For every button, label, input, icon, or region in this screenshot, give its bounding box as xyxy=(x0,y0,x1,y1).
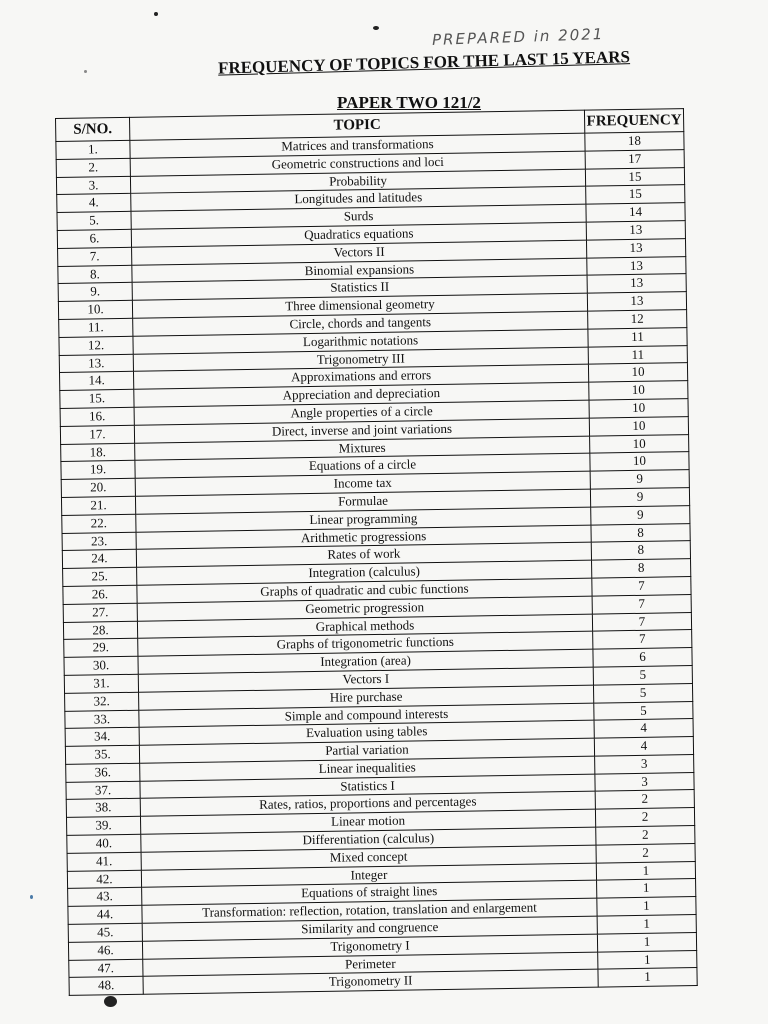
topic-cell: Arithmetic progressions xyxy=(136,525,591,550)
row-number: 27. xyxy=(63,603,137,622)
row-number: 40. xyxy=(67,834,141,853)
topic-cell: Differentiation (calculus) xyxy=(141,827,596,852)
topic-cell: Trigonometry I xyxy=(142,934,597,959)
topic-cell: Linear motion xyxy=(140,809,595,834)
frequency-cell: 10 xyxy=(588,363,687,382)
topic-cell: Mixtures xyxy=(135,436,590,461)
row-number: 33. xyxy=(65,710,139,729)
frequency-cell: 2 xyxy=(595,808,694,827)
topic-cell: Income tax xyxy=(135,471,590,496)
topic-cell: Surds xyxy=(131,204,586,229)
row-number: 2. xyxy=(56,158,130,177)
frequency-cell: 1 xyxy=(597,897,696,916)
frequency-cell: 2 xyxy=(595,790,694,809)
topic-cell: Mixed concept xyxy=(141,845,596,870)
row-number: 9. xyxy=(58,283,132,302)
row-number: 26. xyxy=(63,585,137,604)
row-number: 4. xyxy=(57,194,131,213)
frequency-cell: 11 xyxy=(588,327,687,346)
row-number: 17. xyxy=(60,425,134,444)
frequency-cell: 15 xyxy=(586,185,685,204)
row-number: 16. xyxy=(60,407,134,426)
topic-cell: Longitudes and latitudes xyxy=(131,187,586,212)
topic-cell: Three dimensional geometry xyxy=(132,293,587,318)
row-number: 25. xyxy=(63,567,137,586)
frequency-cell: 12 xyxy=(588,310,687,329)
row-number: 37. xyxy=(66,781,140,800)
row-number: 10. xyxy=(58,300,132,319)
frequency-cell: 1 xyxy=(597,932,696,951)
ink-speck xyxy=(30,895,33,899)
ink-blot xyxy=(104,996,117,1007)
topic-cell: Logarithmic notations xyxy=(133,329,588,354)
frequency-cell: 5 xyxy=(593,683,692,702)
frequency-cell: 9 xyxy=(590,488,689,507)
frequency-cell: 7 xyxy=(592,594,691,613)
topic-cell: Probability xyxy=(130,169,585,194)
topic-cell: Equations of a circle xyxy=(135,453,590,478)
topic-cell: Statistics I xyxy=(140,774,595,799)
row-number: 19. xyxy=(61,461,135,480)
row-number: 14. xyxy=(60,372,134,391)
topic-cell: Graphs of trigonometric functions xyxy=(138,631,593,656)
topic-cell: Perimeter xyxy=(143,952,598,977)
topic-cell: Transformation: reflection, rotation, translation and enlargement xyxy=(142,898,597,923)
frequency-cell: 10 xyxy=(590,434,689,453)
row-number: 5. xyxy=(57,212,131,231)
topic-cell: Direct, inverse and joint variations xyxy=(134,418,589,443)
topic-cell: Hire purchase xyxy=(139,685,594,710)
frequency-cell: 3 xyxy=(595,772,694,791)
row-number: 41. xyxy=(67,852,141,871)
topic-cell: Quadratics equations xyxy=(131,222,586,247)
table-body xyxy=(56,132,697,996)
frequency-cell: 1 xyxy=(598,968,697,987)
row-number: 46. xyxy=(68,941,142,960)
topic-cell: Simple and compound interests xyxy=(139,703,594,728)
frequency-cell: 13 xyxy=(587,256,686,275)
column-header-frequency: FREQUENCY xyxy=(584,109,683,134)
row-number: 20. xyxy=(61,478,135,497)
row-number: 32. xyxy=(65,692,139,711)
row-number: 21. xyxy=(61,496,135,515)
topic-cell: Equations of straight lines xyxy=(142,881,597,906)
topic-cell: Circle, chords and tangents xyxy=(133,311,588,336)
topic-cell: Trigonometry III xyxy=(133,347,588,372)
topic-cell: Linear programming xyxy=(136,507,591,532)
row-number: 1. xyxy=(56,140,130,159)
row-number: 28. xyxy=(63,621,137,640)
frequency-cell: 13 xyxy=(586,221,685,240)
frequency-cell: 2 xyxy=(596,826,695,845)
frequency-cell: 10 xyxy=(589,399,688,418)
topic-cell: Integer xyxy=(141,863,596,888)
ink-speck xyxy=(373,26,379,30)
topic-cell: Vectors I xyxy=(138,667,593,692)
frequency-cell: 11 xyxy=(588,345,687,364)
ink-speck xyxy=(154,12,158,16)
topic-cell: Statistics II xyxy=(132,276,587,301)
topic-cell: Graphical methods xyxy=(137,614,592,639)
column-header-topic: TOPIC xyxy=(129,110,584,140)
frequency-cell: 8 xyxy=(592,559,691,578)
topic-cell: Integration (area) xyxy=(138,649,593,674)
topic-cell: Trigonometry II xyxy=(143,970,598,995)
row-number: 13. xyxy=(59,354,133,373)
frequency-cell: 13 xyxy=(587,292,686,311)
row-number: 35. xyxy=(65,745,139,764)
row-number: 42. xyxy=(67,870,141,889)
row-number: 36. xyxy=(66,763,140,782)
frequency-cell: 2 xyxy=(596,843,695,862)
topic-cell: Vectors II xyxy=(132,240,587,265)
frequency-cell: 7 xyxy=(592,612,691,631)
topic-cell: Linear inequalities xyxy=(140,756,595,781)
row-number: 43. xyxy=(68,888,142,907)
frequency-cell: 14 xyxy=(586,203,685,222)
topic-cell: Binomial expansions xyxy=(132,258,587,283)
frequency-cell: 8 xyxy=(591,523,690,542)
row-number: 3. xyxy=(56,176,130,195)
frequency-cell: 6 xyxy=(593,648,692,667)
topic-cell: Matrices and transformations xyxy=(130,133,585,158)
row-number: 7. xyxy=(58,247,132,266)
frequency-cell: 15 xyxy=(585,167,684,186)
frequency-cell: 3 xyxy=(595,754,694,773)
topic-cell: Graphs of quadratic and cubic functions xyxy=(137,578,592,603)
row-number: 11. xyxy=(59,318,133,337)
topic-cell: Rates, ratios, proportions and percentages xyxy=(140,792,595,817)
topic-cell: Appreciation and depreciation xyxy=(134,382,589,407)
document-subtitle: PAPER TWO 121/2 xyxy=(337,93,481,112)
frequency-cell: 10 xyxy=(590,452,689,471)
row-number: 44. xyxy=(68,905,142,924)
row-number: 12. xyxy=(59,336,133,355)
frequency-cell: 7 xyxy=(593,630,692,649)
topic-cell: Integration (calculus) xyxy=(137,560,592,585)
frequency-cell: 1 xyxy=(596,861,695,880)
frequency-cell: 1 xyxy=(597,879,696,898)
frequency-cell: 4 xyxy=(594,719,693,738)
topic-cell: Rates of work xyxy=(136,542,591,567)
frequency-cell: 9 xyxy=(590,470,689,489)
frequency-cell: 17 xyxy=(585,149,684,168)
frequency-cell: 13 xyxy=(587,274,686,293)
row-number: 8. xyxy=(58,265,132,284)
topic-cell: Angle properties of a circle xyxy=(134,400,589,425)
frequency-cell: 10 xyxy=(589,381,688,400)
row-number: 6. xyxy=(57,229,131,248)
frequency-cell: 1 xyxy=(598,950,697,969)
row-number: 30. xyxy=(64,656,138,675)
column-header-sno: S/NO. xyxy=(56,117,130,141)
frequency-cell: 7 xyxy=(592,576,691,595)
row-number: 24. xyxy=(62,550,136,569)
topic-cell: Evaluation using tables xyxy=(139,720,594,745)
frequency-table-container xyxy=(55,108,697,996)
topic-cell: Geometric constructions and loci xyxy=(130,151,585,176)
frequency-table xyxy=(55,108,698,996)
frequency-cell: 13 xyxy=(586,238,685,257)
topic-cell: Partial variation xyxy=(139,738,594,763)
row-number: 18. xyxy=(61,443,135,462)
frequency-cell: 5 xyxy=(593,665,692,684)
frequency-cell: 9 xyxy=(591,505,690,524)
topic-cell: Similarity and congruence xyxy=(142,916,597,941)
handwritten-note: PREPARED in 2021 xyxy=(431,24,605,50)
row-number: 39. xyxy=(66,817,140,836)
frequency-cell: 4 xyxy=(594,737,693,756)
document-title: FREQUENCY OF TOPICS FOR THE LAST 15 YEARS xyxy=(217,47,631,78)
frequency-cell: 10 xyxy=(589,416,688,435)
topic-cell: Formulae xyxy=(135,489,590,514)
row-number: 47. xyxy=(69,959,143,978)
frequency-cell: 5 xyxy=(594,701,693,720)
row-number: 38. xyxy=(66,799,140,818)
row-number: 15. xyxy=(60,389,134,408)
row-number: 31. xyxy=(64,674,138,693)
topic-cell: Approximations and errors xyxy=(133,365,588,390)
frequency-cell: 18 xyxy=(585,132,684,151)
row-number: 22. xyxy=(62,514,136,533)
frequency-cell: 8 xyxy=(591,541,690,560)
frequency-cell: 1 xyxy=(597,915,696,934)
row-number: 29. xyxy=(64,639,138,658)
row-number: 34. xyxy=(65,728,139,747)
topic-cell: Geometric progression xyxy=(137,596,592,621)
row-number: 45. xyxy=(68,923,142,942)
row-number: 48. xyxy=(69,977,143,996)
row-number: 23. xyxy=(62,532,136,551)
